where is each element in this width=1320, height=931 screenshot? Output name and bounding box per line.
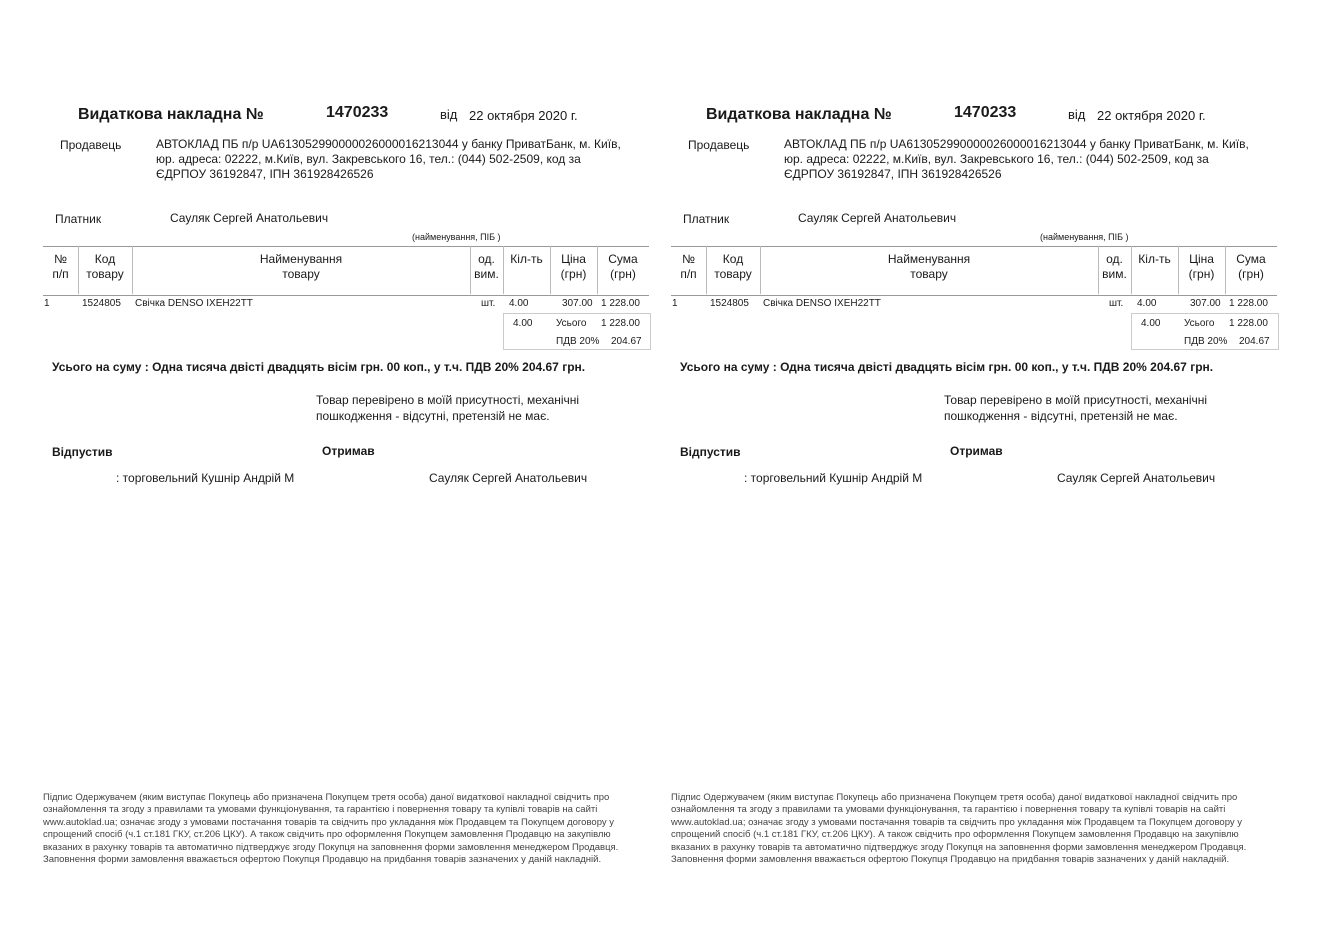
payer-note: (найменування, ПІБ ) <box>412 232 501 242</box>
header-name: Найменування товару <box>887 252 971 281</box>
released-label: Відпустив <box>52 445 113 459</box>
payer-label: Платник <box>55 212 102 226</box>
received-label: Отримав <box>322 444 375 458</box>
header-unit: од. вим. <box>474 252 499 281</box>
vat-value: 204.67 <box>611 336 642 347</box>
header-num: № п/п <box>680 252 697 281</box>
row-qty: 4.00 <box>509 298 529 309</box>
seller-details: АВТОКЛАД ПБ п/р UA613052990000026000016213044 у банку ПриватБанк, м. Київ, юр. адреса: 02222, м.Київ, вул. Закревського 16, тел.: (044) 502-2509, код за ЄДРПОУ 36192847, ІПН 361928426526 <box>156 137 621 181</box>
header-code: Код товару <box>86 252 124 281</box>
total-value: 1 228.00 <box>1229 318 1268 329</box>
received-label: Отримав <box>950 444 1003 458</box>
released-name: : торговельний Кушнір Андрій М <box>744 471 923 485</box>
released-name: : торговельний Кушнір Андрій М <box>116 471 295 485</box>
inspection-note: Товар перевірено в моїй присутності, механічні пошкодження - відсутні, претензій не має. <box>944 393 1208 423</box>
header-name: Найменування товару <box>259 252 343 281</box>
date-prefix: від <box>440 107 458 122</box>
row-name: Свічка DENSO IXEH22TT <box>763 298 881 309</box>
invoice-date: 22 октября 2020 г. <box>1097 108 1206 123</box>
total-value: 1 228.00 <box>601 318 640 329</box>
row-code: 1524805 <box>82 298 121 309</box>
row-name: Свічка DENSO IXEH22TT <box>135 298 253 309</box>
row-code: 1524805 <box>710 298 749 309</box>
vat-label: ПДВ 20% <box>556 336 600 347</box>
payer-name: Сауляк Сергей Анатольевич <box>170 211 329 225</box>
invoice-title: Видаткова накладна № <box>706 106 892 123</box>
row-qty: 4.00 <box>1137 298 1157 309</box>
total-qty: 4.00 <box>513 318 533 329</box>
row-price: 307.00 <box>562 298 593 309</box>
sum-in-words: Усього на суму : Одна тисяча двісті двадцять вісім грн. 00 коп., у т.ч. ПДВ 20% 204.67 грн. <box>52 360 586 374</box>
row-unit: шт. <box>1109 298 1124 309</box>
row-unit: шт. <box>481 298 496 309</box>
row-num: 1 <box>672 298 678 309</box>
header-sum: Сума (грн) <box>608 252 638 281</box>
header-price: Ціна (грн) <box>560 252 587 281</box>
row-num: 1 <box>44 298 50 309</box>
date-prefix: від <box>1068 107 1086 122</box>
total-label: Усього <box>556 318 587 329</box>
header-code: Код товару <box>714 252 752 281</box>
vat-value: 204.67 <box>1239 336 1270 347</box>
invoice-copy-left <box>0 0 642 931</box>
header-price: Ціна (грн) <box>1188 252 1215 281</box>
invoice-copy-right <box>628 0 1270 931</box>
seller-details: АВТОКЛАД ПБ п/р UA613052990000026000016213044 у банку ПриватБанк, м. Київ, юр. адреса: 02222, м.Київ, вул. Закревського 16, тел.: (044) 502-2509, код за ЄДРПОУ 36192847, ІПН 361928426526 <box>784 137 1249 181</box>
sum-in-words: Усього на суму : Одна тисяча двісті двадцять вісім грн. 00 коп., у т.ч. ПДВ 20% 204.67 грн. <box>680 360 1214 374</box>
seller-label: Продавець <box>688 138 750 152</box>
legal-footer: Підпис Одержувачем (яким виступає Покупець або призначена Покупцем третя особа) даної видаткової накладної свідчить про ознайомлення та згоду з правилами та умовами функціонування, та гарантією і повернення товару та купівлі товарів на сайті www.autoklad.ua; означає згоду з умовами постачання товарів та свідчить про укладання між Продавцем та Покупцем договору у спрощений спосіб (ч.1 ст.181 ГКУ, ст.206 ЦКУ). А також свідчить про оформлення Покупцем замовлення Продавцю на закупівлю вказаних в рахунку товарів та автоматично підтверджує згоду Покупця на заповнення форми замовлення менеджером Продавця. Заповнення форми замовлення вважається офертою Покупця Продавцю на придбання товарів зазначених у даній накладній. <box>43 792 619 866</box>
invoice-title: Видаткова накладна № <box>78 106 264 123</box>
legal-footer: Підпис Одержувачем (яким виступає Покупець або призначена Покупцем третя особа) даної видаткової накладної свідчить про ознайомлення та згоду з правилами та умовами функціонування, та гарантією і повернення товару та купівлі товарів на сайті www.autoklad.ua; означає згоду з умовами постачання товарів та свідчить про укладання між Продавцем та Покупцем договору у спрощений спосіб (ч.1 ст.181 ГКУ, ст.206 ЦКУ). А також свідчить про оформлення Покупцем замовлення Продавцю на закупівлю вказаних в рахунку товарів та автоматично підтверджує згоду Покупця на заповнення форми замовлення менеджером Продавця. Заповнення форми замовлення вважається офертою Покупця Продавцю на придбання товарів зазначених у даній накладній. <box>671 792 1247 866</box>
payer-label: Платник <box>683 212 730 226</box>
row-sum: 1 228.00 <box>601 298 640 309</box>
received-name: Сауляк Сергей Анатольевич <box>1057 471 1216 485</box>
header-sum: Сума (грн) <box>1236 252 1266 281</box>
invoice-number: 1470233 <box>954 104 1017 121</box>
payer-note: (найменування, ПІБ ) <box>1040 232 1129 242</box>
row-sum: 1 228.00 <box>1229 298 1268 309</box>
row-price: 307.00 <box>1190 298 1221 309</box>
total-label: Усього <box>1184 318 1215 329</box>
total-qty: 4.00 <box>1141 318 1161 329</box>
inspection-note: Товар перевірено в моїй присутності, механічні пошкодження - відсутні, претензій не має. <box>316 393 580 423</box>
header-num: № п/п <box>52 252 69 281</box>
header-qty: Кіл-ть <box>510 252 543 266</box>
header-qty: Кіл-ть <box>1138 252 1171 266</box>
vat-label: ПДВ 20% <box>1184 336 1228 347</box>
invoice-number: 1470233 <box>326 104 389 121</box>
payer-name: Сауляк Сергей Анатольевич <box>798 211 957 225</box>
invoice-date: 22 октября 2020 г. <box>469 108 578 123</box>
seller-label: Продавець <box>60 138 122 152</box>
received-name: Сауляк Сергей Анатольевич <box>429 471 588 485</box>
released-label: Відпустив <box>680 445 741 459</box>
header-unit: од. вим. <box>1102 252 1127 281</box>
